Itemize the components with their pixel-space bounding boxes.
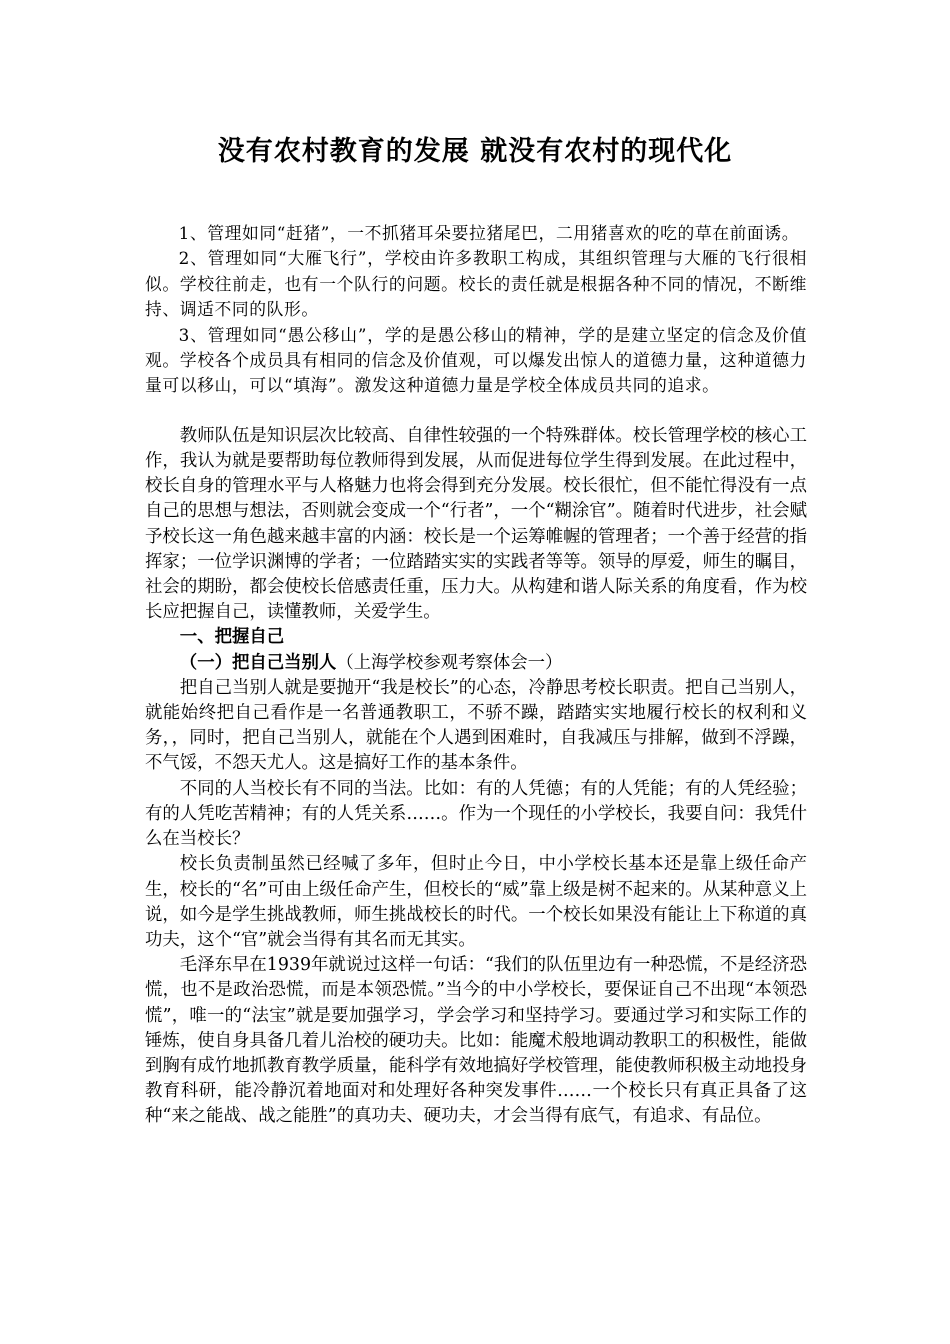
paragraph-gap	[145, 399, 807, 424]
document-body	[145, 221, 807, 1130]
subsection-heading	[145, 651, 807, 676]
section-paragraph-4: 毛泽东早在1939年就说过这样一句话：“我们的队伍里边有一种恐慌，不是经济恐慌，也不是政治恐慌，而是本领恐慌。”当今的中小学校长，要保证自己不出现“本领恐慌”，唯一的“法宝”就是要加强学习，学会学习和坚持学习。要通过学习和实际工作的锤炼，使自身具备几着儿治校的硬功夫。比如：能魔术般地调动教职工的积极性，能做到胸有成竹地抓教育教学质量，能科学有效地搞好学校管理，能使教师积极主动地投身教育科研，能冷静沉着地面对和处理好各种突发事件……一个校长只有真正具备了这种“来之能战、战之能胜”的真功夫、硬功夫，才会当得有底气，有追求、有品位。	[145, 955, 807, 1127]
intro-paragraph-3: 3、管理如同“愚公移山”，学的是愚公移山的精神，学的是建立坚定的信念及价值观。学校各个成员具有相同的信念及价值观，可以爆发出惊人的道德力量，这种道德力量可以移山，可以“填海”。激发这种道德力量是学校全体成员共同的追求。	[145, 324, 807, 396]
subsection-note: （上海学校参观考察体会一）	[336, 652, 563, 673]
section-heading: 一、把握自己	[179, 627, 285, 648]
section-paragraph-3: 校长负责制虽然已经喊了多年，但时止今日，中小学校长基本还是靠上级任命产生，校长的“名”可由上级任命产生，但校长的“威”靠上级是树不起来的。从某种意义上说，如今是学生挑战教师，师生挑战校长的时代。一个校长如果没有能让上下称道的真功夫，这个“官”就会当得有其名而无其实。	[145, 854, 807, 950]
section-paragraph-2: 不同的人当校长有不同的当法。比如：有的人凭德；有的人凭能；有的人凭经验；有的人凭吃苦精神；有的人凭关系……。作为一个现任的小学校长，我要自问：我凭什么在当校长？	[145, 778, 807, 850]
main-paragraph: 教师队伍是知识层次比较高、自律性较强的一个特殊群体。校长管理学校的核心工作，我认为就是要帮助每位教师得到发展，从而促进每位学生得到发展。在此过程中，校长自身的管理水平与人格魅力也将会得到充分发展。校长很忙，但不能忙得没有一点自己的思想与想法，否则就会变成一个“行者”，一个“糊涂官”。随着时代进步，社会赋予校长这一角色越来越丰富的内涵：校长是一个运筹帷幄的管理者；一个善于经营的指挥家；一位学识渊博的学者；一位踏踏实实的实践者等等。领导的厚爱，师生的瞩目，社会的期盼，都会使校长倍感责任重，压力大。从构建和谐人际关系的角度看，作为校长应把握自己，读懂教师，关爱学生。	[145, 425, 807, 623]
intro-paragraph-1: 1、管理如同“赶猪”，一不抓猪耳朵要拉猪尾巴，二用猪喜欢的吃的草在前面诱。	[178, 223, 800, 243]
document-title: 没有农村教育的发展 就没有农村的现代化	[217, 136, 733, 167]
section-paragraph-1: 把自己当别人就是要抛开“我是校长”的心态，冷静思考校长职责。把自己当别人，就能始终把自己看作是一名普通教职工，不骄不躁，踏踏实实地履行校长的权利和义务，，同时，把自己当别人，就能在个人遇到困难时，自我减压与排解，做到不浮躁，不气馁，不怨天尤人。这是搞好工作的基本条件。	[145, 677, 807, 774]
subsection-title: （一）把自己当别人	[179, 652, 337, 673]
intro-paragraph-2: 2、管理如同“大雁飞行”，学校由许多教职工构成，其组织管理与大雁的飞行很相似。学校往前走，也有一个队行的问题。校长的责任就是根据各种不同的情况，不断维持、调适不同的队形。	[145, 248, 807, 320]
